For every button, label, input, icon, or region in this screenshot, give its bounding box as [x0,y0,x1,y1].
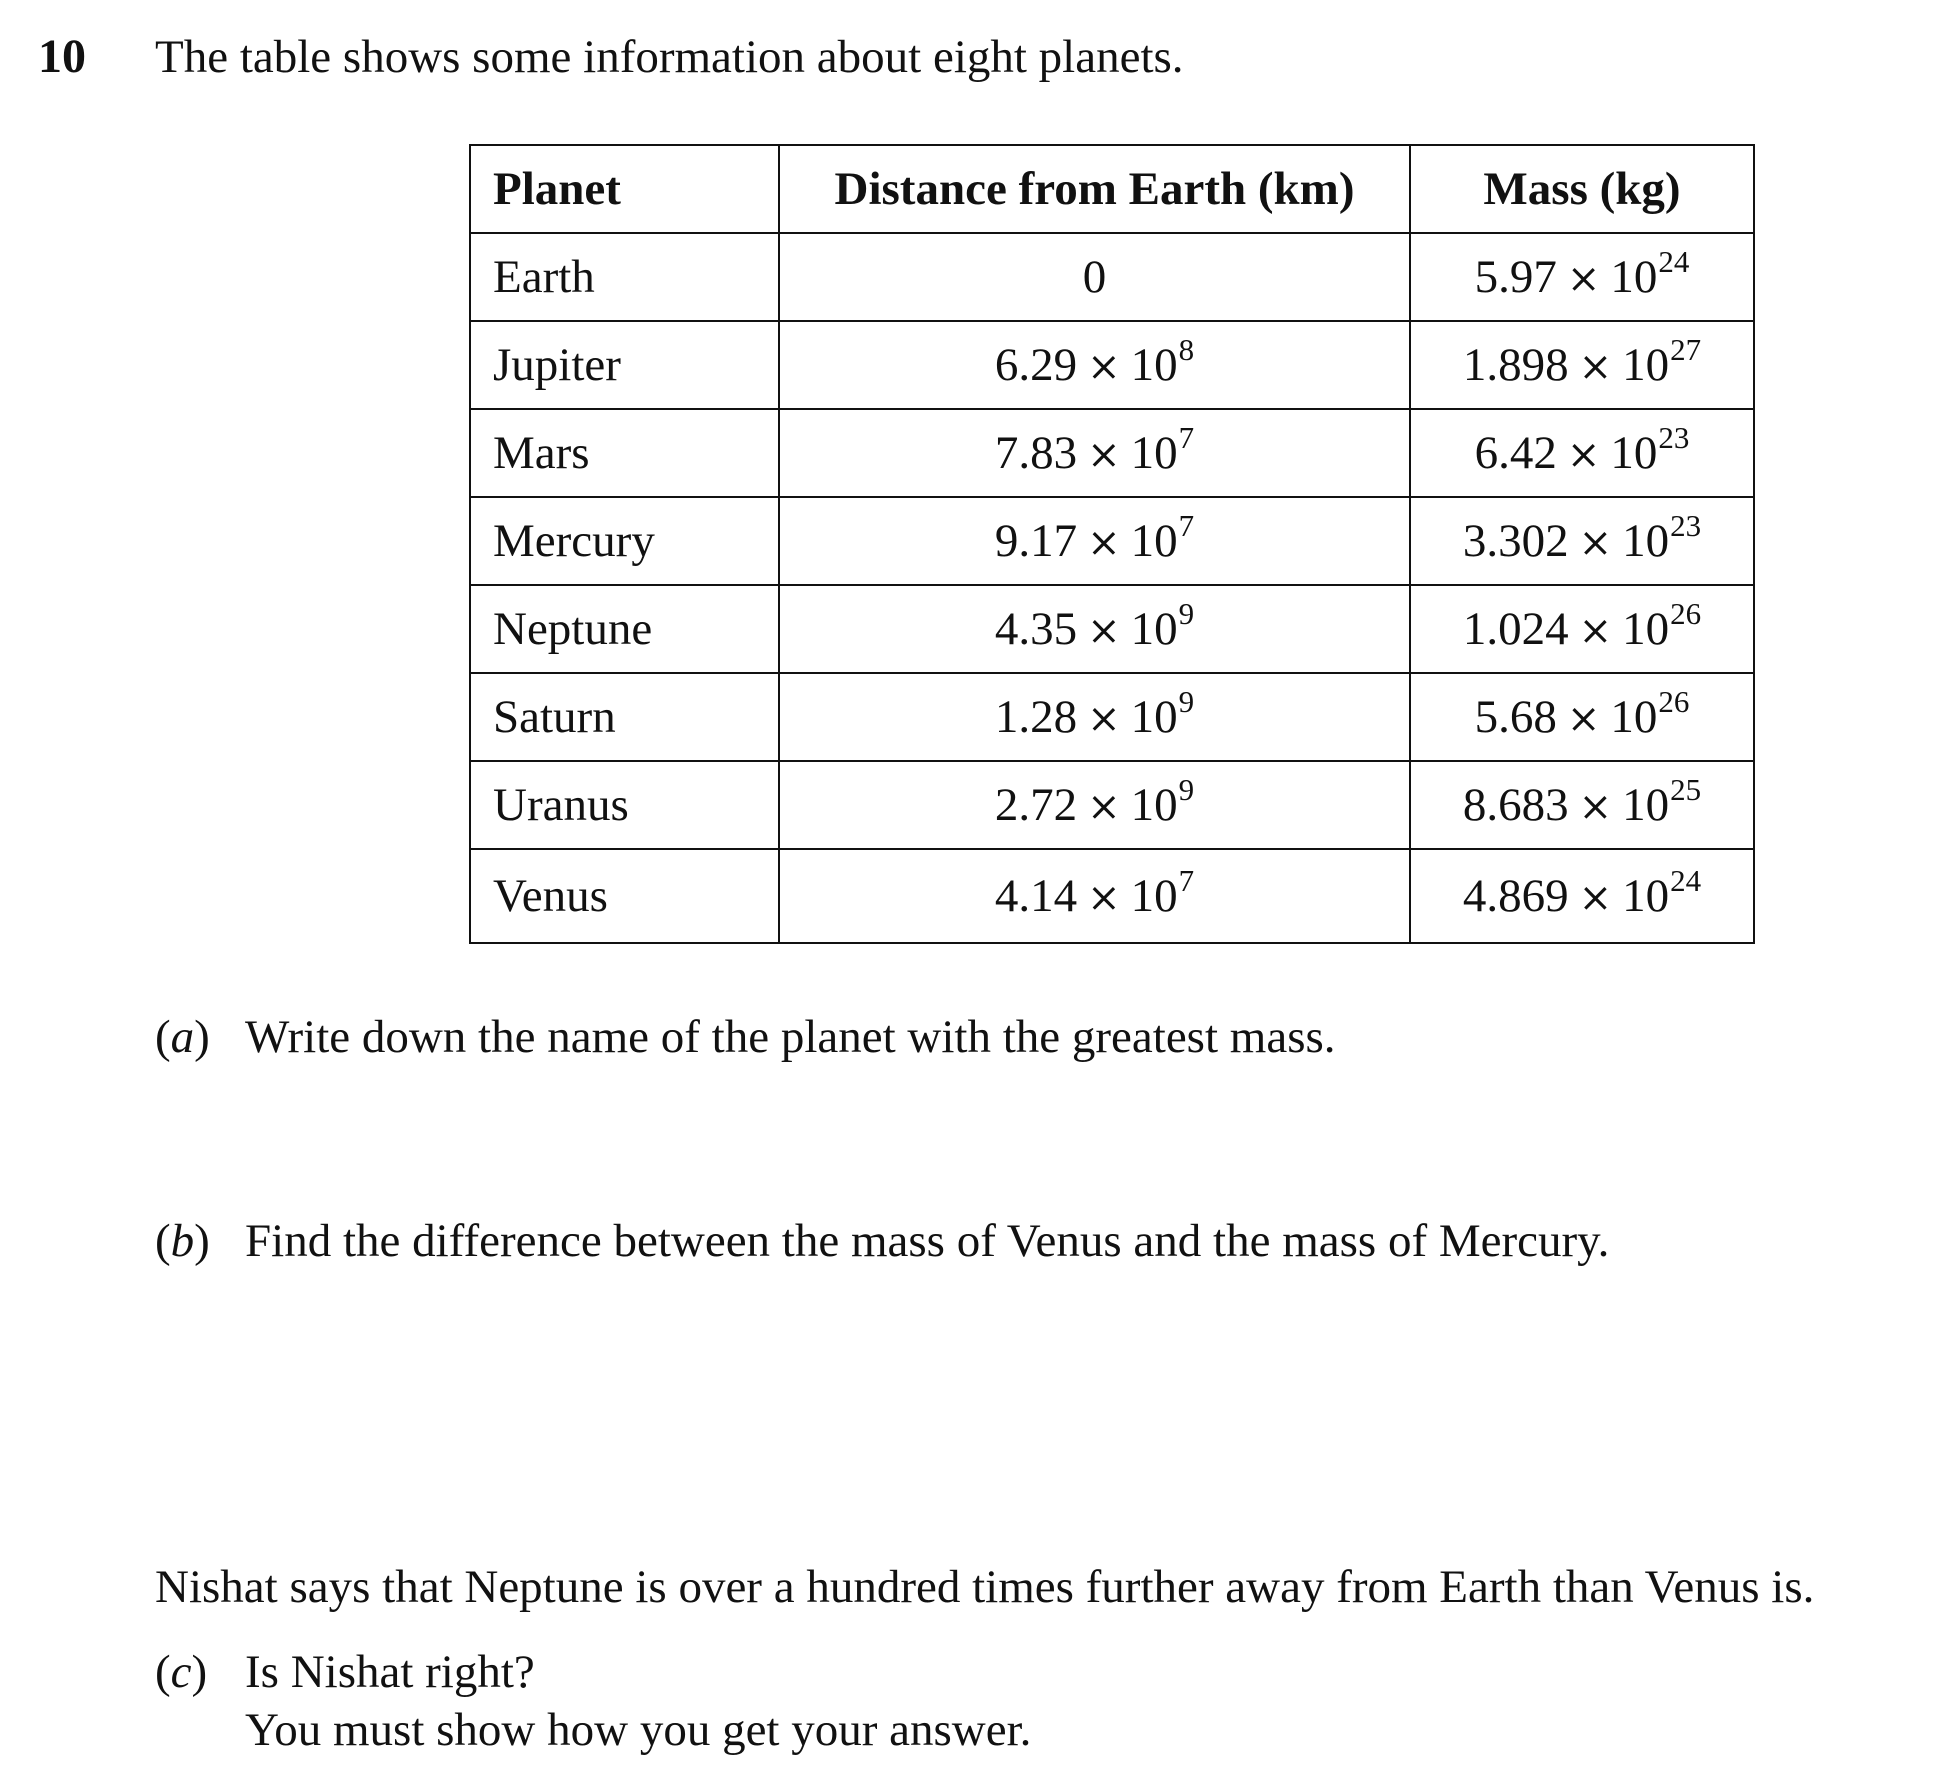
cell-mass [1410,673,1754,761]
distance-base: 10 [1130,869,1178,922]
distance-exponent: 7 [1178,419,1195,455]
mass-base: 10 [1622,778,1670,831]
planets-table [469,144,1755,944]
mass-mantissa: 1.898 [1462,338,1569,391]
distance-base: 10 [1130,690,1178,743]
mass-mantissa: 8.683 [1462,778,1569,831]
nishat-statement: Nishat says that Neptune is over a hundred times further away from Earth than Venus is. [155,1561,1815,1613]
distance-base: 10 [1130,778,1178,831]
distance-mantissa: 9.17 [994,514,1078,567]
times-symbol: × [1087,874,1121,921]
distance-mantissa: 4.14 [994,869,1078,922]
distance-exponent: 7 [1178,507,1195,543]
distance-exponent: 9 [1178,595,1195,631]
table-header-row [470,145,1754,233]
cell-distance [779,673,1410,761]
cell-planet: Mercury [470,497,779,585]
question-number: 10 [38,30,86,83]
mass-base: 10 [1622,602,1670,655]
mass-exponent: 26 [1658,683,1690,719]
cell-distance [779,497,1410,585]
mass-exponent: 23 [1658,419,1690,455]
mass-mantissa: 6.42 [1474,426,1557,479]
cell-distance [779,585,1410,673]
table-body [470,233,1754,943]
times-symbol: × [1578,343,1613,390]
distance-base: 10 [1130,514,1178,567]
distance-base: 10 [1130,338,1178,391]
distance-mantissa: 4.35 [994,602,1078,655]
mass-base: 10 [1622,514,1670,567]
part-b-label: (b) [155,1215,210,1267]
times-symbol: × [1566,255,1601,302]
cell-distance [779,849,1410,943]
mass-mantissa: 5.68 [1474,690,1557,743]
cell-mass [1410,497,1754,585]
distance-exponent: 9 [1178,771,1195,807]
table-row [470,761,1754,849]
header-distance: Distance from Earth (km) [779,145,1410,233]
cell-mass [1410,409,1754,497]
times-symbol: × [1087,519,1121,566]
table-row [470,673,1754,761]
table-row [470,409,1754,497]
table-row [470,321,1754,409]
mass-mantissa: 4.869 [1462,869,1569,922]
distance-mantissa: 2.72 [994,778,1078,831]
times-symbol: × [1578,519,1613,566]
cell-planet: Jupiter [470,321,779,409]
part-c-label: (c) [155,1646,208,1698]
cell-planet: Saturn [470,673,779,761]
cell-mass [1410,761,1754,849]
distance-exponent: 9 [1178,683,1195,719]
header-planet: Planet [470,145,779,233]
cell-mass [1410,321,1754,409]
table-row [470,233,1754,321]
part-a-label: (a) [155,1011,210,1063]
times-symbol: × [1087,431,1121,478]
mass-exponent: 24 [1658,243,1690,279]
mass-exponent: 25 [1670,771,1702,807]
part-b [155,1212,1609,1270]
cell-distance [779,409,1410,497]
times-symbol: × [1566,431,1601,478]
mass-exponent: 26 [1670,595,1702,631]
cell-mass [1410,849,1754,943]
distance-mantissa: 1.28 [994,690,1078,743]
mass-mantissa: 5.97 [1474,250,1557,303]
question-intro: The table shows some information about eight planets. [155,31,1184,83]
times-symbol: × [1578,607,1613,654]
distance-exponent: 7 [1178,862,1195,898]
cell-distance [779,321,1410,409]
cell-mass [1410,233,1754,321]
table-row [470,497,1754,585]
mass-mantissa: 3.302 [1462,514,1569,567]
times-symbol: × [1566,695,1601,742]
times-symbol: × [1087,343,1121,390]
table-row [470,849,1754,943]
header-mass: Mass (kg) [1410,145,1754,233]
times-symbol: × [1087,695,1121,742]
distance-base: 10 [1130,426,1178,479]
table-row [470,585,1754,673]
cell-planet: Neptune [470,585,779,673]
cell-planet: Venus [470,849,779,943]
mass-base: 10 [1622,869,1670,922]
mass-exponent: 27 [1670,331,1702,367]
mass-exponent: 23 [1670,507,1702,543]
distance-exponent: 8 [1178,331,1195,367]
times-symbol: × [1087,783,1121,830]
cell-planet: Uranus [470,761,779,849]
times-symbol: × [1578,783,1613,830]
cell-mass [1410,585,1754,673]
cell-distance: 0 [779,233,1410,321]
part-b-text: Find the difference between the mass of Venus and the mass of Mercury. [245,1215,1610,1267]
part-a [155,1008,1336,1066]
part-c-text: Is Nishat right? [245,1646,535,1698]
times-symbol: × [1087,607,1121,654]
distance-mantissa: 7.83 [994,426,1078,479]
part-a-text: Write down the name of the planet with the greatest mass. [245,1011,1336,1063]
mass-base: 10 [1610,426,1658,479]
cell-distance [779,761,1410,849]
mass-base: 10 [1610,690,1658,743]
part-c [155,1643,1031,1759]
mass-base: 10 [1610,250,1658,303]
distance-base: 10 [1130,602,1178,655]
times-symbol: × [1578,874,1613,921]
cell-planet: Mars [470,409,779,497]
part-c-instruction: You must show how you get your answer. [245,1704,1032,1756]
mass-exponent: 24 [1670,862,1702,898]
distance-mantissa: 6.29 [994,338,1078,391]
mass-mantissa: 1.024 [1462,602,1569,655]
cell-planet: Earth [470,233,779,321]
mass-base: 10 [1622,338,1670,391]
